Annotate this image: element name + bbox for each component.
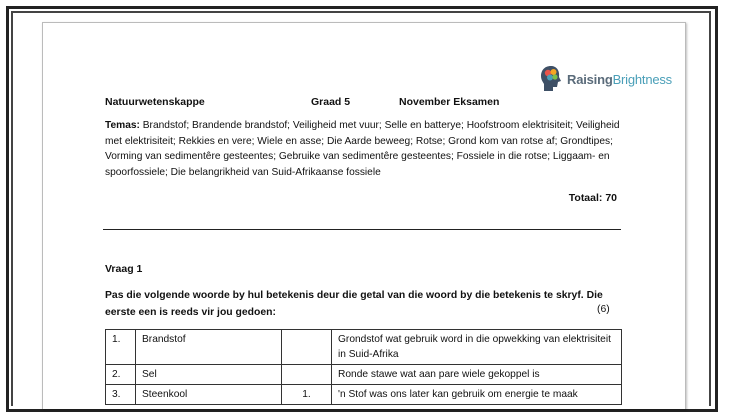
subject-label: Natuurwetenskappe bbox=[105, 96, 205, 108]
topics-label: Temas: bbox=[105, 120, 140, 131]
row-word: Steenkool bbox=[136, 385, 282, 405]
row-word: Brandstof bbox=[136, 330, 282, 365]
exam-label: November Eksamen bbox=[399, 96, 500, 108]
row-number: 2. bbox=[106, 365, 136, 385]
table-row bbox=[106, 365, 622, 385]
head-brain-icon bbox=[539, 65, 563, 93]
document-page bbox=[42, 22, 686, 409]
brand-part2: Brightness bbox=[612, 71, 672, 87]
divider-line bbox=[103, 229, 621, 230]
row-number: 1. bbox=[106, 330, 136, 365]
topics-text: Brandstof; Brandende brandstof; Veiligheid met vuur; Selle en batterye; Hoofstroom elektrisiteit; Veiligheid met elektrisiteit; Rekkies en vere; Wiele en asse; Die Aarde beweeg; Rotse; Grond kom van rotse af; Grondtipes; Vorming van sedimentêre gesteentes; Gebruike van sedimentêre gesteentes; Fossiele in die rotse; Liggaam- en spoorfossiele; Die belangrikheid van Suid-Afrikaanse fossiele bbox=[105, 120, 620, 178]
table-row bbox=[106, 330, 622, 365]
row-meaning: Grondstof wat gebruik word in die opwekking van elektrisiteit in Suid-Afrika bbox=[332, 330, 622, 365]
total-marks: Totaal: 70 bbox=[568, 192, 617, 204]
row-answer[interactable] bbox=[282, 365, 332, 385]
brand-name bbox=[567, 72, 672, 87]
row-answer[interactable] bbox=[282, 330, 332, 365]
question-instruction: Pas die volgende woorde by hul betekenis deur die getal van die woord by die betekenis te skryf. Die eerste een is reeds vir jou gedoen: bbox=[105, 290, 603, 318]
row-meaning: 'n Stof was ons later kan gebruik om energie te maak bbox=[332, 385, 622, 405]
brand-part1: Raising bbox=[567, 71, 613, 87]
question-title: Vraag 1 bbox=[105, 263, 143, 275]
brand-logo bbox=[539, 65, 672, 93]
row-answer[interactable]: 1. bbox=[282, 385, 332, 405]
question-marks: (6) bbox=[597, 304, 610, 315]
matching-table bbox=[105, 329, 622, 405]
row-meaning: Ronde stawe wat aan pare wiele gekoppel is bbox=[332, 365, 622, 385]
topics-paragraph bbox=[105, 118, 635, 180]
table-row bbox=[106, 385, 622, 405]
row-word: Sel bbox=[136, 365, 282, 385]
row-number: 3. bbox=[106, 385, 136, 405]
exam-header bbox=[105, 96, 665, 110]
grade-label: Graad 5 bbox=[311, 96, 351, 108]
